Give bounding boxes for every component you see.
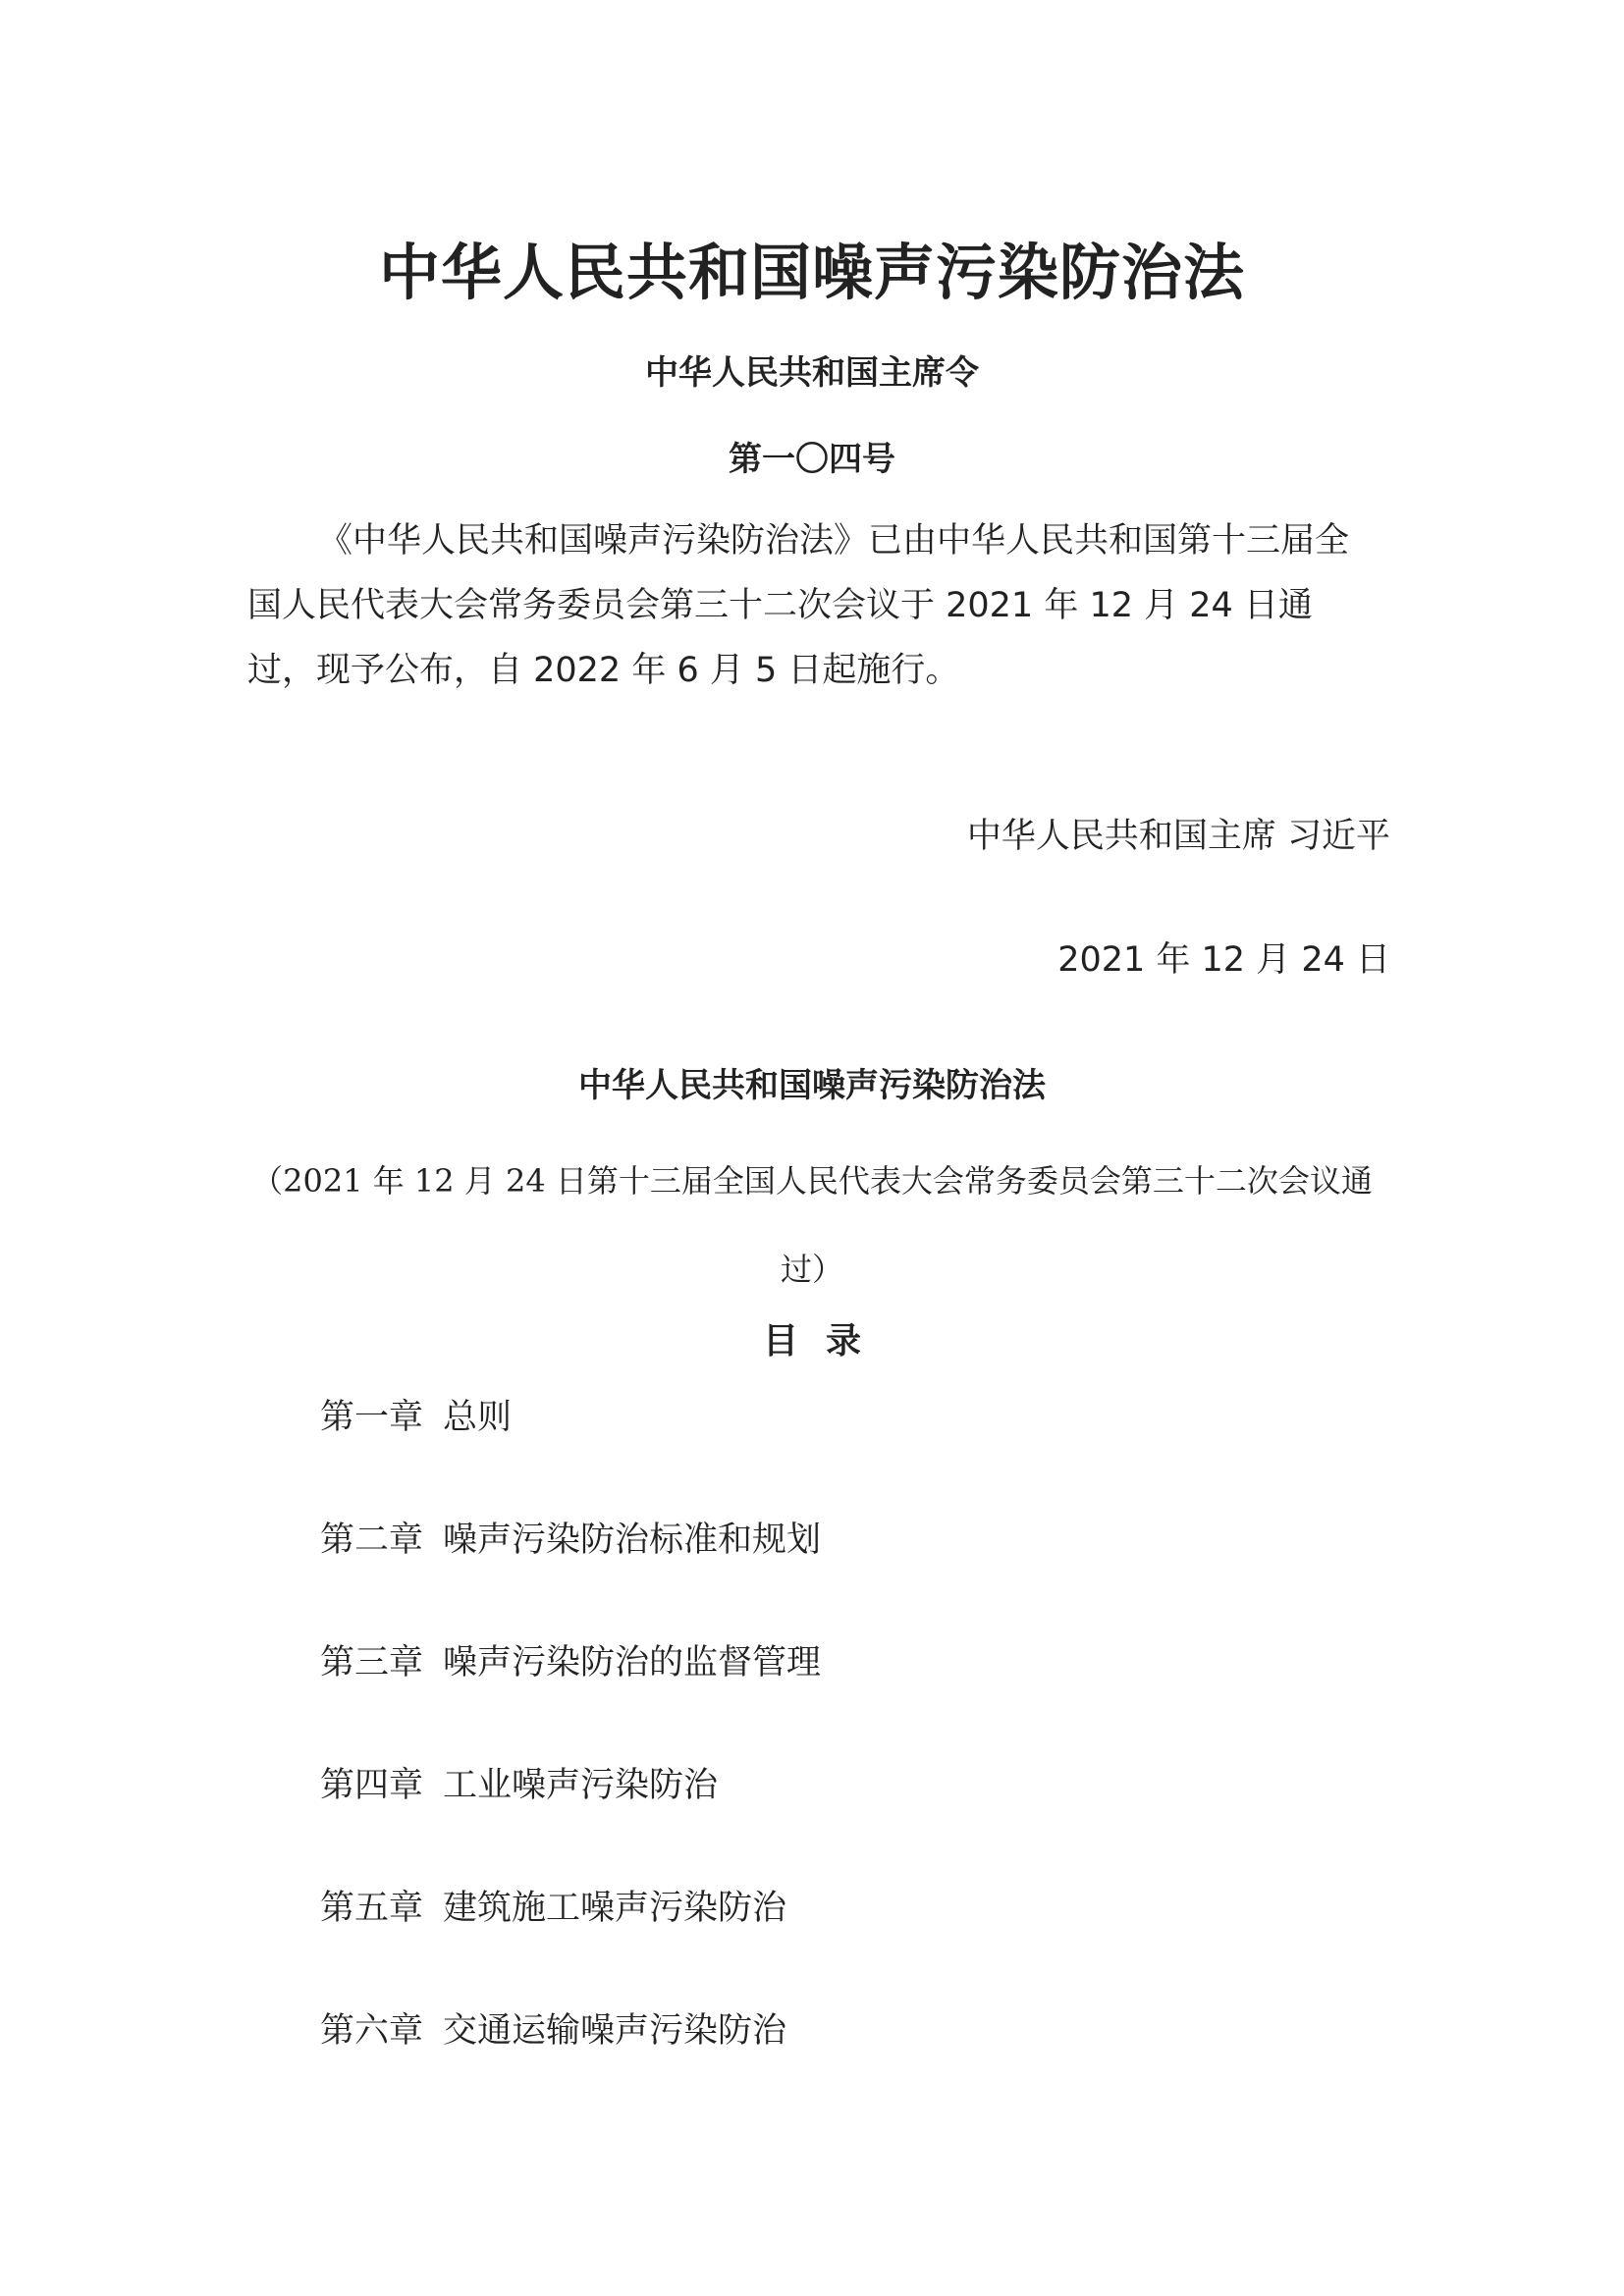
law-title: 中华人民共和国噪声污染防治法 [578, 1066, 1046, 1105]
toc-item [320, 1394, 821, 1517]
toc-item [320, 1517, 821, 1639]
toc-item [320, 1762, 821, 1885]
toc-chapter-title: 建筑施工噪声污染防治 [443, 1889, 787, 1928]
toc-chapter-number: 第二章 [320, 1521, 424, 1560]
toc-chapter-number: 第五章 [320, 1889, 424, 1928]
order-number: 第一〇四号 [729, 440, 895, 479]
toc-chapter-title: 噪声污染防治标准和规划 [443, 1521, 822, 1560]
toc-chapter-number: 第四章 [320, 1766, 424, 1805]
toc-chapter-title: 噪声污染防治的监督管理 [443, 1643, 822, 1682]
order-title: 中华人民共和国主席令 [645, 353, 979, 393]
promulgation-paragraph: 《中华人民共和国噪声污染防治法》已由中华人民共和国第十三届全国人民代表大会常务委员会第三十二次会议于 2021 年 12 月 24 日通过，现予公布，自 2022 年 6 月 5 日起施行。 [247, 521, 1350, 690]
toc-chapter-title: 交通运输噪声污染防治 [443, 2011, 787, 2051]
toc-chapter-title: 总则 [443, 1398, 513, 1437]
toc-item [320, 2007, 821, 2130]
toc-item [320, 1639, 821, 1762]
toc-chapter-number: 第一章 [320, 1398, 424, 1437]
sign-date: 2021 年 12 月 24 日 [1057, 940, 1390, 980]
toc-item [320, 1885, 821, 2007]
main-title: 中华人民共和国噪声污染防治法 [378, 237, 1245, 308]
signer-line: 中华人民共和国主席 习近平 [966, 817, 1390, 856]
toc-chapter-title: 工业噪声污染防治 [443, 1766, 719, 1805]
toc-chapter-number: 第三章 [320, 1643, 424, 1682]
table-of-contents [320, 1394, 821, 2130]
adoption-note: （2021 年 12 月 24 日第十三届全国人民代表大会常务委员会第三十二次会议通过） [251, 1162, 1373, 1288]
toc-chapter-number: 第六章 [320, 2011, 424, 2051]
toc-heading: 目录 [762, 1321, 889, 1362]
